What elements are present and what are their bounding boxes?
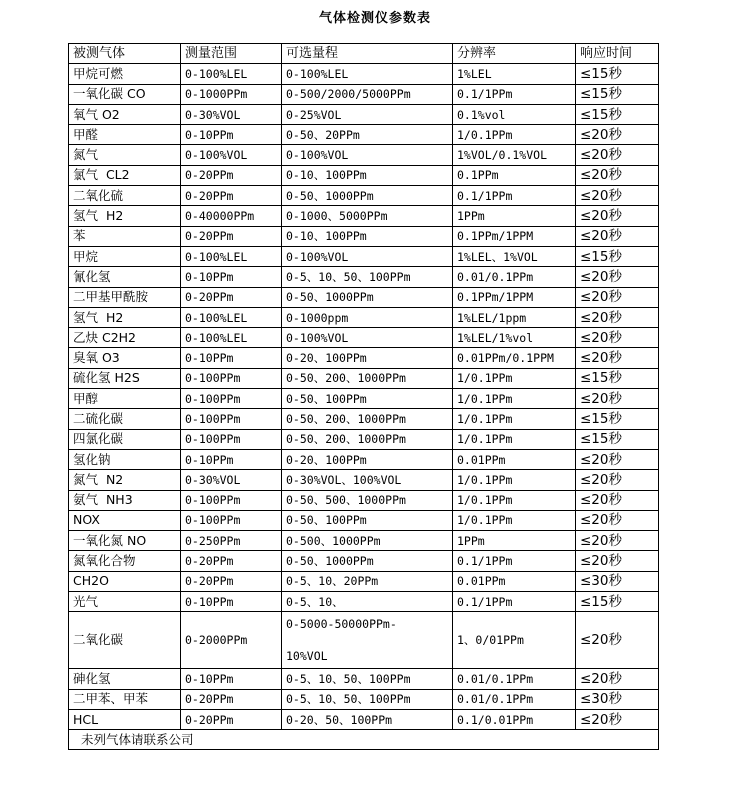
cell-range: 0-10PPm bbox=[181, 348, 282, 368]
cell-range: 0-250PPm bbox=[181, 531, 282, 551]
cell-options: 0-10、100PPm bbox=[282, 165, 453, 185]
cell-response: ≤15秒 bbox=[576, 368, 659, 388]
table-row bbox=[69, 84, 659, 104]
cell-gas: HCL bbox=[69, 709, 181, 729]
cell-response: ≤20秒 bbox=[576, 490, 659, 510]
table-row bbox=[69, 267, 659, 287]
table-row bbox=[69, 348, 659, 368]
cell-gas: NOX bbox=[69, 510, 181, 530]
cell-options: 0-500、1000PPm bbox=[282, 531, 453, 551]
table-row bbox=[69, 592, 659, 612]
cell-response: ≤20秒 bbox=[576, 267, 659, 287]
cell-resolution: 1/0.1PPm bbox=[453, 429, 576, 449]
cell-range: 0-20PPm bbox=[181, 551, 282, 571]
cell-resolution: 1%LEL、1%VOL bbox=[453, 246, 576, 266]
table-row bbox=[69, 510, 659, 530]
cell-gas: 氮气 bbox=[69, 145, 181, 165]
table-row bbox=[69, 328, 659, 348]
table-header-row bbox=[69, 44, 659, 64]
cell-gas: 氮气 N2 bbox=[69, 470, 181, 490]
cell-resolution: 1/0.1PPm bbox=[453, 470, 576, 490]
cell-options bbox=[282, 612, 453, 669]
cell-response: ≤20秒 bbox=[576, 510, 659, 530]
cell-range: 0-100PPm bbox=[181, 389, 282, 409]
page-title: 气体检测仪参数表 bbox=[318, 11, 431, 26]
table-row bbox=[69, 429, 659, 449]
cell-options: 0-100%VOL bbox=[282, 328, 453, 348]
cell-options: 0-5、10、50、100PPm bbox=[282, 267, 453, 287]
cell-response: ≤20秒 bbox=[576, 287, 659, 307]
table-row bbox=[69, 246, 659, 266]
cell-resolution: 0.1PPm/1PPM bbox=[453, 287, 576, 307]
cell-resolution: 0.01PPm bbox=[453, 571, 576, 591]
cell-gas: 砷化氢 bbox=[69, 669, 181, 689]
cell-resolution: 1PPm bbox=[453, 531, 576, 551]
column-header-response: 响应时间 bbox=[576, 44, 659, 64]
gas-parameter-table bbox=[68, 43, 659, 750]
cell-range: 0-100%VOL bbox=[181, 145, 282, 165]
cell-response: ≤30秒 bbox=[576, 571, 659, 591]
cell-gas: 四氯化碳 bbox=[69, 429, 181, 449]
cell-range: 0-20PPm bbox=[181, 709, 282, 729]
table-row bbox=[69, 307, 659, 327]
cell-resolution: 0.1PPm bbox=[453, 165, 576, 185]
cell-options: 0-20、100PPm bbox=[282, 449, 453, 469]
cell-range: 0-100%LEL bbox=[181, 328, 282, 348]
cell-options-line2: 10%VOL bbox=[286, 649, 328, 664]
cell-gas: 硫化氢 H2S bbox=[69, 368, 181, 388]
cell-gas: CH2O bbox=[69, 571, 181, 591]
cell-resolution: 1%LEL bbox=[453, 64, 576, 84]
cell-options: 0-25%VOL bbox=[282, 104, 453, 124]
cell-gas: 氨气 NH3 bbox=[69, 490, 181, 510]
cell-resolution: 1%VOL/0.1%VOL bbox=[453, 145, 576, 165]
cell-options: 0-5、10、 bbox=[282, 592, 453, 612]
cell-response: ≤20秒 bbox=[576, 389, 659, 409]
table-row bbox=[69, 612, 659, 669]
table-row bbox=[69, 449, 659, 469]
cell-range: 0-20PPm bbox=[181, 571, 282, 591]
cell-gas: 氢气 H2 bbox=[69, 307, 181, 327]
table-row bbox=[69, 186, 659, 206]
cell-response: ≤20秒 bbox=[576, 328, 659, 348]
cell-response: ≤20秒 bbox=[576, 551, 659, 571]
cell-range: 0-10PPm bbox=[181, 125, 282, 145]
cell-resolution: 1/0.1PPm bbox=[453, 389, 576, 409]
cell-range: 0-30%VOL bbox=[181, 104, 282, 124]
cell-options: 0-30%VOL、100%VOL bbox=[282, 470, 453, 490]
cell-options: 0-50、100PPm bbox=[282, 389, 453, 409]
table-row bbox=[69, 206, 659, 226]
cell-response: ≤15秒 bbox=[576, 409, 659, 429]
cell-resolution: 1/0.1PPm bbox=[453, 368, 576, 388]
cell-response: ≤20秒 bbox=[576, 470, 659, 490]
cell-options: 0-50、200、1000PPm bbox=[282, 409, 453, 429]
cell-gas: 二氧化碳 bbox=[69, 612, 181, 669]
cell-options: 0-100%VOL bbox=[282, 145, 453, 165]
cell-gas: 甲烷可燃 bbox=[69, 64, 181, 84]
table-row bbox=[69, 145, 659, 165]
table-row bbox=[69, 571, 659, 591]
cell-range: 0-10PPm bbox=[181, 669, 282, 689]
cell-resolution: 1/0.1PPm bbox=[453, 490, 576, 510]
cell-range: 0-20PPm bbox=[181, 287, 282, 307]
cell-response: ≤20秒 bbox=[576, 669, 659, 689]
cell-range: 0-100PPm bbox=[181, 409, 282, 429]
table-body-after bbox=[69, 669, 659, 730]
column-header-gas: 被测气体 bbox=[69, 44, 181, 64]
cell-gas: 苯 bbox=[69, 226, 181, 246]
cell-options: 0-1000ppm bbox=[282, 307, 453, 327]
cell-response: ≤20秒 bbox=[576, 531, 659, 551]
table-footer-row bbox=[69, 730, 659, 750]
cell-range: 0-20PPm bbox=[181, 186, 282, 206]
cell-options: 0-20、50、100PPm bbox=[282, 709, 453, 729]
table-row bbox=[69, 226, 659, 246]
cell-response: ≤20秒 bbox=[576, 206, 659, 226]
cell-range: 0-100PPm bbox=[181, 429, 282, 449]
table-row bbox=[69, 669, 659, 689]
cell-options: 0-100%LEL bbox=[282, 64, 453, 84]
cell-range: 0-10PPm bbox=[181, 592, 282, 612]
cell-options: 0-5、10、50、100PPm bbox=[282, 689, 453, 709]
cell-resolution: 0.1/1PPm bbox=[453, 592, 576, 612]
cell-gas: 氮氧化合物 bbox=[69, 551, 181, 571]
table-row bbox=[69, 389, 659, 409]
cell-range: 0-100PPm bbox=[181, 368, 282, 388]
cell-gas: 一氧化氮 NO bbox=[69, 531, 181, 551]
cell-options: 0-20、100PPm bbox=[282, 348, 453, 368]
cell-response: ≤20秒 bbox=[576, 226, 659, 246]
cell-options: 0-1000、5000PPm bbox=[282, 206, 453, 226]
cell-range: 0-20PPm bbox=[181, 689, 282, 709]
footer-note: 未列气体请联系公司 bbox=[69, 730, 659, 750]
cell-response: ≤30秒 bbox=[576, 689, 659, 709]
table-row bbox=[69, 490, 659, 510]
table-row bbox=[69, 709, 659, 729]
cell-resolution: 1、0/01PPm bbox=[453, 612, 576, 669]
cell-gas: 氢化钠 bbox=[69, 449, 181, 469]
cell-resolution: 0.01PPm bbox=[453, 449, 576, 469]
cell-gas: 乙炔 C2H2 bbox=[69, 328, 181, 348]
table-row bbox=[69, 125, 659, 145]
cell-gas: 二硫化碳 bbox=[69, 409, 181, 429]
cell-gas: 光气 bbox=[69, 592, 181, 612]
cell-gas: 氰化氢 bbox=[69, 267, 181, 287]
cell-gas: 氧气 O2 bbox=[69, 104, 181, 124]
cell-resolution: 0.1PPm/1PPM bbox=[453, 226, 576, 246]
table-row bbox=[69, 64, 659, 84]
cell-response: ≤20秒 bbox=[576, 348, 659, 368]
cell-options: 0-50、20PPm bbox=[282, 125, 453, 145]
cell-range: 0-1000PPm bbox=[181, 84, 282, 104]
cell-range: 0-100PPm bbox=[181, 510, 282, 530]
cell-resolution: 1/0.1PPm bbox=[453, 409, 576, 429]
cell-resolution: 0.1/0.01PPm bbox=[453, 709, 576, 729]
table-row bbox=[69, 287, 659, 307]
table-row bbox=[69, 104, 659, 124]
cell-range: 0-20PPm bbox=[181, 226, 282, 246]
cell-resolution: 1/0.1PPm bbox=[453, 125, 576, 145]
cell-resolution: 0.1/1PPm bbox=[453, 84, 576, 104]
cell-gas: 甲烷 bbox=[69, 246, 181, 266]
cell-response: ≤15秒 bbox=[576, 84, 659, 104]
cell-resolution: 0.01/0.1PPm bbox=[453, 689, 576, 709]
cell-options: 0-5、10、20PPm bbox=[282, 571, 453, 591]
cell-resolution: 0.1/1PPm bbox=[453, 551, 576, 571]
table-row bbox=[69, 368, 659, 388]
cell-response: ≤15秒 bbox=[576, 104, 659, 124]
cell-options: 0-500/2000/5000PPm bbox=[282, 84, 453, 104]
table-row bbox=[69, 165, 659, 185]
column-header-resolution: 分辨率 bbox=[453, 44, 576, 64]
table-body bbox=[69, 64, 659, 612]
cell-options: 0-50、500、1000PPm bbox=[282, 490, 453, 510]
cell-gas: 二氧化硫 bbox=[69, 186, 181, 206]
cell-range: 0-10PPm bbox=[181, 449, 282, 469]
cell-range: 0-30%VOL bbox=[181, 470, 282, 490]
cell-resolution: 1/0.1PPm bbox=[453, 510, 576, 530]
cell-gas: 甲醇 bbox=[69, 389, 181, 409]
cell-range: 0-100%LEL bbox=[181, 246, 282, 266]
cell-options: 0-50、1000PPm bbox=[282, 551, 453, 571]
cell-response: ≤15秒 bbox=[576, 592, 659, 612]
cell-options-line1: 0-5000-50000PPm- bbox=[286, 617, 397, 632]
cell-options: 0-50、100PPm bbox=[282, 510, 453, 530]
cell-range: 0-2000PPm bbox=[181, 612, 282, 669]
cell-gas: 一氧化碳 CO bbox=[69, 84, 181, 104]
cell-options: 0-50、200、1000PPm bbox=[282, 429, 453, 449]
cell-response: ≤20秒 bbox=[576, 186, 659, 206]
cell-response: ≤20秒 bbox=[576, 125, 659, 145]
cell-gas: 臭氧 O3 bbox=[69, 348, 181, 368]
cell-resolution: 0.1%vol bbox=[453, 104, 576, 124]
cell-options: 0-50、1000PPm bbox=[282, 186, 453, 206]
cell-range: 0-10PPm bbox=[181, 267, 282, 287]
cell-gas: 二甲基甲酰胺 bbox=[69, 287, 181, 307]
table-row bbox=[69, 470, 659, 490]
cell-resolution: 0.01PPm/0.1PPM bbox=[453, 348, 576, 368]
cell-range: 0-20PPm bbox=[181, 165, 282, 185]
cell-options: 0-100%VOL bbox=[282, 246, 453, 266]
cell-options: 0-50、200、1000PPm bbox=[282, 368, 453, 388]
cell-resolution: 1%LEL/1ppm bbox=[453, 307, 576, 327]
column-header-options: 可选量程 bbox=[282, 44, 453, 64]
cell-range: 0-100PPm bbox=[181, 490, 282, 510]
cell-options: 0-5、10、50、100PPm bbox=[282, 669, 453, 689]
cell-options: 0-50、1000PPm bbox=[282, 287, 453, 307]
cell-response: ≤20秒 bbox=[576, 612, 659, 669]
cell-response: ≤20秒 bbox=[576, 165, 659, 185]
cell-gas: 氢气 H2 bbox=[69, 206, 181, 226]
cell-gas: 二甲苯、甲苯 bbox=[69, 689, 181, 709]
cell-response: ≤20秒 bbox=[576, 145, 659, 165]
column-header-range: 测量范围 bbox=[181, 44, 282, 64]
cell-gas: 氯气 CL2 bbox=[69, 165, 181, 185]
cell-resolution: 1%LEL/1%vol bbox=[453, 328, 576, 348]
cell-resolution: 1PPm bbox=[453, 206, 576, 226]
cell-resolution: 0.1/1PPm bbox=[453, 186, 576, 206]
cell-response: ≤15秒 bbox=[576, 64, 659, 84]
cell-response: ≤15秒 bbox=[576, 429, 659, 449]
cell-response: ≤20秒 bbox=[576, 449, 659, 469]
cell-resolution: 0.01/0.1PPm bbox=[453, 267, 576, 287]
cell-options: 0-10、100PPm bbox=[282, 226, 453, 246]
cell-resolution: 0.01/0.1PPm bbox=[453, 669, 576, 689]
cell-response: ≤20秒 bbox=[576, 709, 659, 729]
cell-response: ≤15秒 bbox=[576, 246, 659, 266]
cell-response: ≤20秒 bbox=[576, 307, 659, 327]
table-row bbox=[69, 531, 659, 551]
cell-gas: 甲醛 bbox=[69, 125, 181, 145]
cell-range: 0-100%LEL bbox=[181, 64, 282, 84]
cell-range: 0-100%LEL bbox=[181, 307, 282, 327]
table-row bbox=[69, 551, 659, 571]
table-row bbox=[69, 409, 659, 429]
cell-range: 0-40000PPm bbox=[181, 206, 282, 226]
table-row bbox=[69, 689, 659, 709]
